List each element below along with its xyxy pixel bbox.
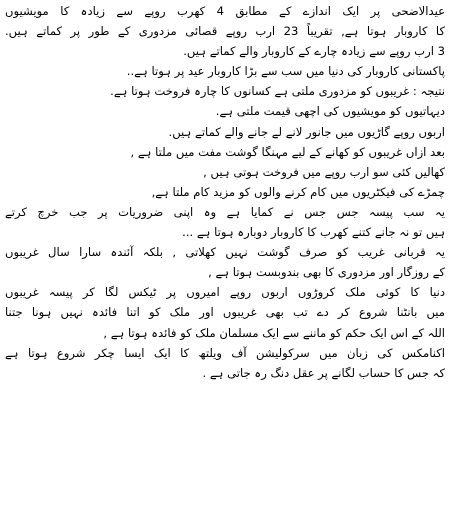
text-line-19: کہ جس کا حساب لگانے پر عقل دنگ رہ جاتی ہے . bbox=[202, 365, 445, 380]
text-line-2: کا کاروبار ہوتا ہے, تقریباً 23 ارب روپے قصائی مزدوری کے طور پر کماتے ہیں. bbox=[5, 24, 445, 39]
text-line-13: یہ قربانی غریب کو صرف گوشت نہیں کھلاتی , بلکہ آئندہ سارا سال غریبوں bbox=[5, 245, 445, 260]
text-line-5: نتیجہ : غریبوں کو مزدوری ملتی ہے کسانوں کا چارہ فروخت ہوتا ہے. bbox=[110, 84, 445, 99]
text-line-3: 3 ارب روپے سے زیادہ چارے کے کاروبار والے کماتے ہیں. bbox=[183, 44, 445, 59]
text-line-6: دیہاتیوں کو مویشیوں کی اچھی قیمت ملتی ہے. bbox=[215, 104, 445, 119]
text-line-10: چمڑے کی فیکٹریوں میں کام کرنے والوں کو مزید کام ملتا ہے, bbox=[151, 184, 445, 199]
text-line-7: اربوں روپے گاڑیوں میں جانور لانے لے جانے والے کماتے ہیں. bbox=[168, 124, 445, 139]
text-line-12: ہیں تو نہ جانے کتنے کھرب کا کاروبار دوبارہ ہوتا ہے ... bbox=[182, 225, 445, 240]
text-line-4: پاکستانی کاروبار کی دنیا میں سب سے بڑا کاروبار عید پر ہوتا ہے.. bbox=[126, 64, 445, 79]
text-line-9: کھالیں کئی سو ارب روپے میں فروخت ہوتی ہیں , bbox=[203, 164, 445, 179]
text-line-14: کے روزگار اور مزدوری کا بھی بندوبست ہوتا ہے , bbox=[208, 265, 445, 280]
text-line-11: یہ سب پیسہ جس جس نے کمایا ہے وہ اپنی ضروریات پر جب خرچ کرتے bbox=[5, 204, 445, 219]
text-line-15: دنیا کا کوئی ملک کروڑوں اربوں روپے امیروں پر ٹیکس لگا کر پیسہ غریبوں bbox=[5, 285, 445, 300]
text-line-8: بعد ازاں غریبوں کو کھانے کے لیے مہنگا گوشت مفت میں ملتا ہے , bbox=[130, 144, 445, 159]
text-line-17: اللہ کے اس ایک حکم کو ماننے سے ایک مسلمان ملک کو فائدہ ہوتا ہے , bbox=[103, 325, 445, 340]
text-line-18: اکنامکس کی زبان میں سرکولیشن آف ویلتھ کا ایک ایسا چکر شروع ہوتا ہے bbox=[5, 345, 445, 360]
text-line-1: عیدالاضحی پر ایک اندازے کے مطابق 4 کھرب روپے سے زیادہ کا مویشیوں bbox=[5, 4, 445, 18]
text-line-16: میں بانٹنا شروع کر دے تب بھی غریبوں اور ملک کو اتنا فائدہ نہیں ہونا جتنا bbox=[5, 305, 445, 320]
